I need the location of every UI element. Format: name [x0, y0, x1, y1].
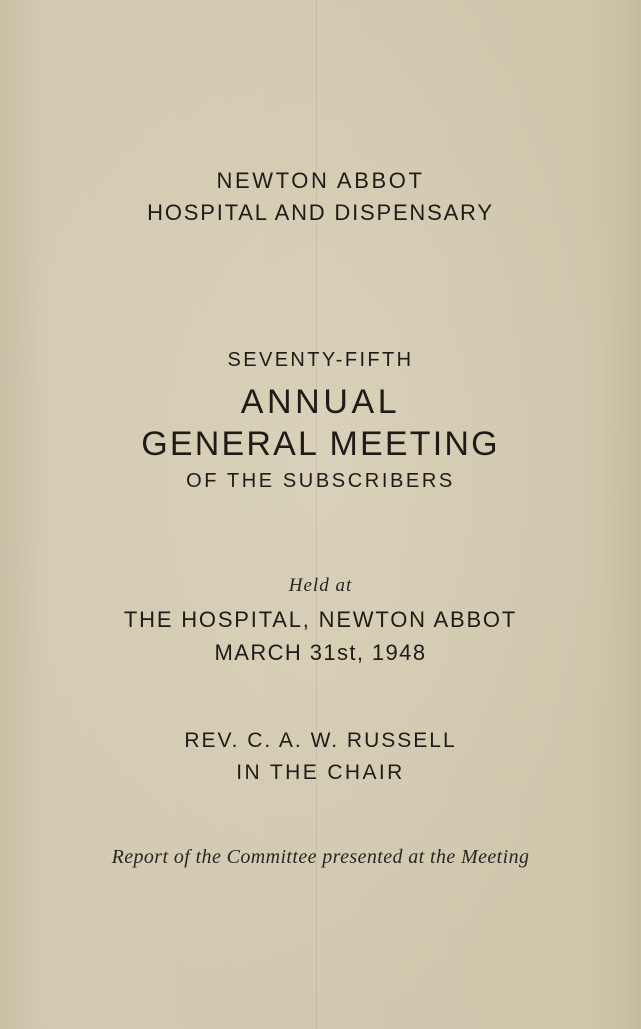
- held-at-label: Held at: [288, 575, 353, 596]
- chairman-name: REV. C. A. W. RUSSELL: [184, 729, 457, 752]
- meeting-title-line-2: GENERAL MEETING: [141, 425, 500, 463]
- meeting-venue: THE HOSPITAL, NEWTON ABBOT: [123, 607, 518, 632]
- meeting-date: MARCH 31st, 1948: [214, 640, 427, 665]
- institution-name-line-1: NEWTON ABBOT: [216, 168, 425, 193]
- meeting-ordinal: SEVENTY-FIFTH: [227, 349, 414, 371]
- institution-name-line-2: HOSPITAL AND DISPENSARY: [147, 200, 494, 225]
- paper-fold: [316, 0, 317, 1029]
- meeting-title-line-1: ANNUAL: [240, 383, 401, 421]
- report-caption: Report of the Committee presented at the Meeting: [111, 846, 530, 868]
- meeting-title-line-3: OF THE SUBSCRIBERS: [186, 470, 455, 492]
- chair-label: IN THE CHAIR: [236, 761, 405, 784]
